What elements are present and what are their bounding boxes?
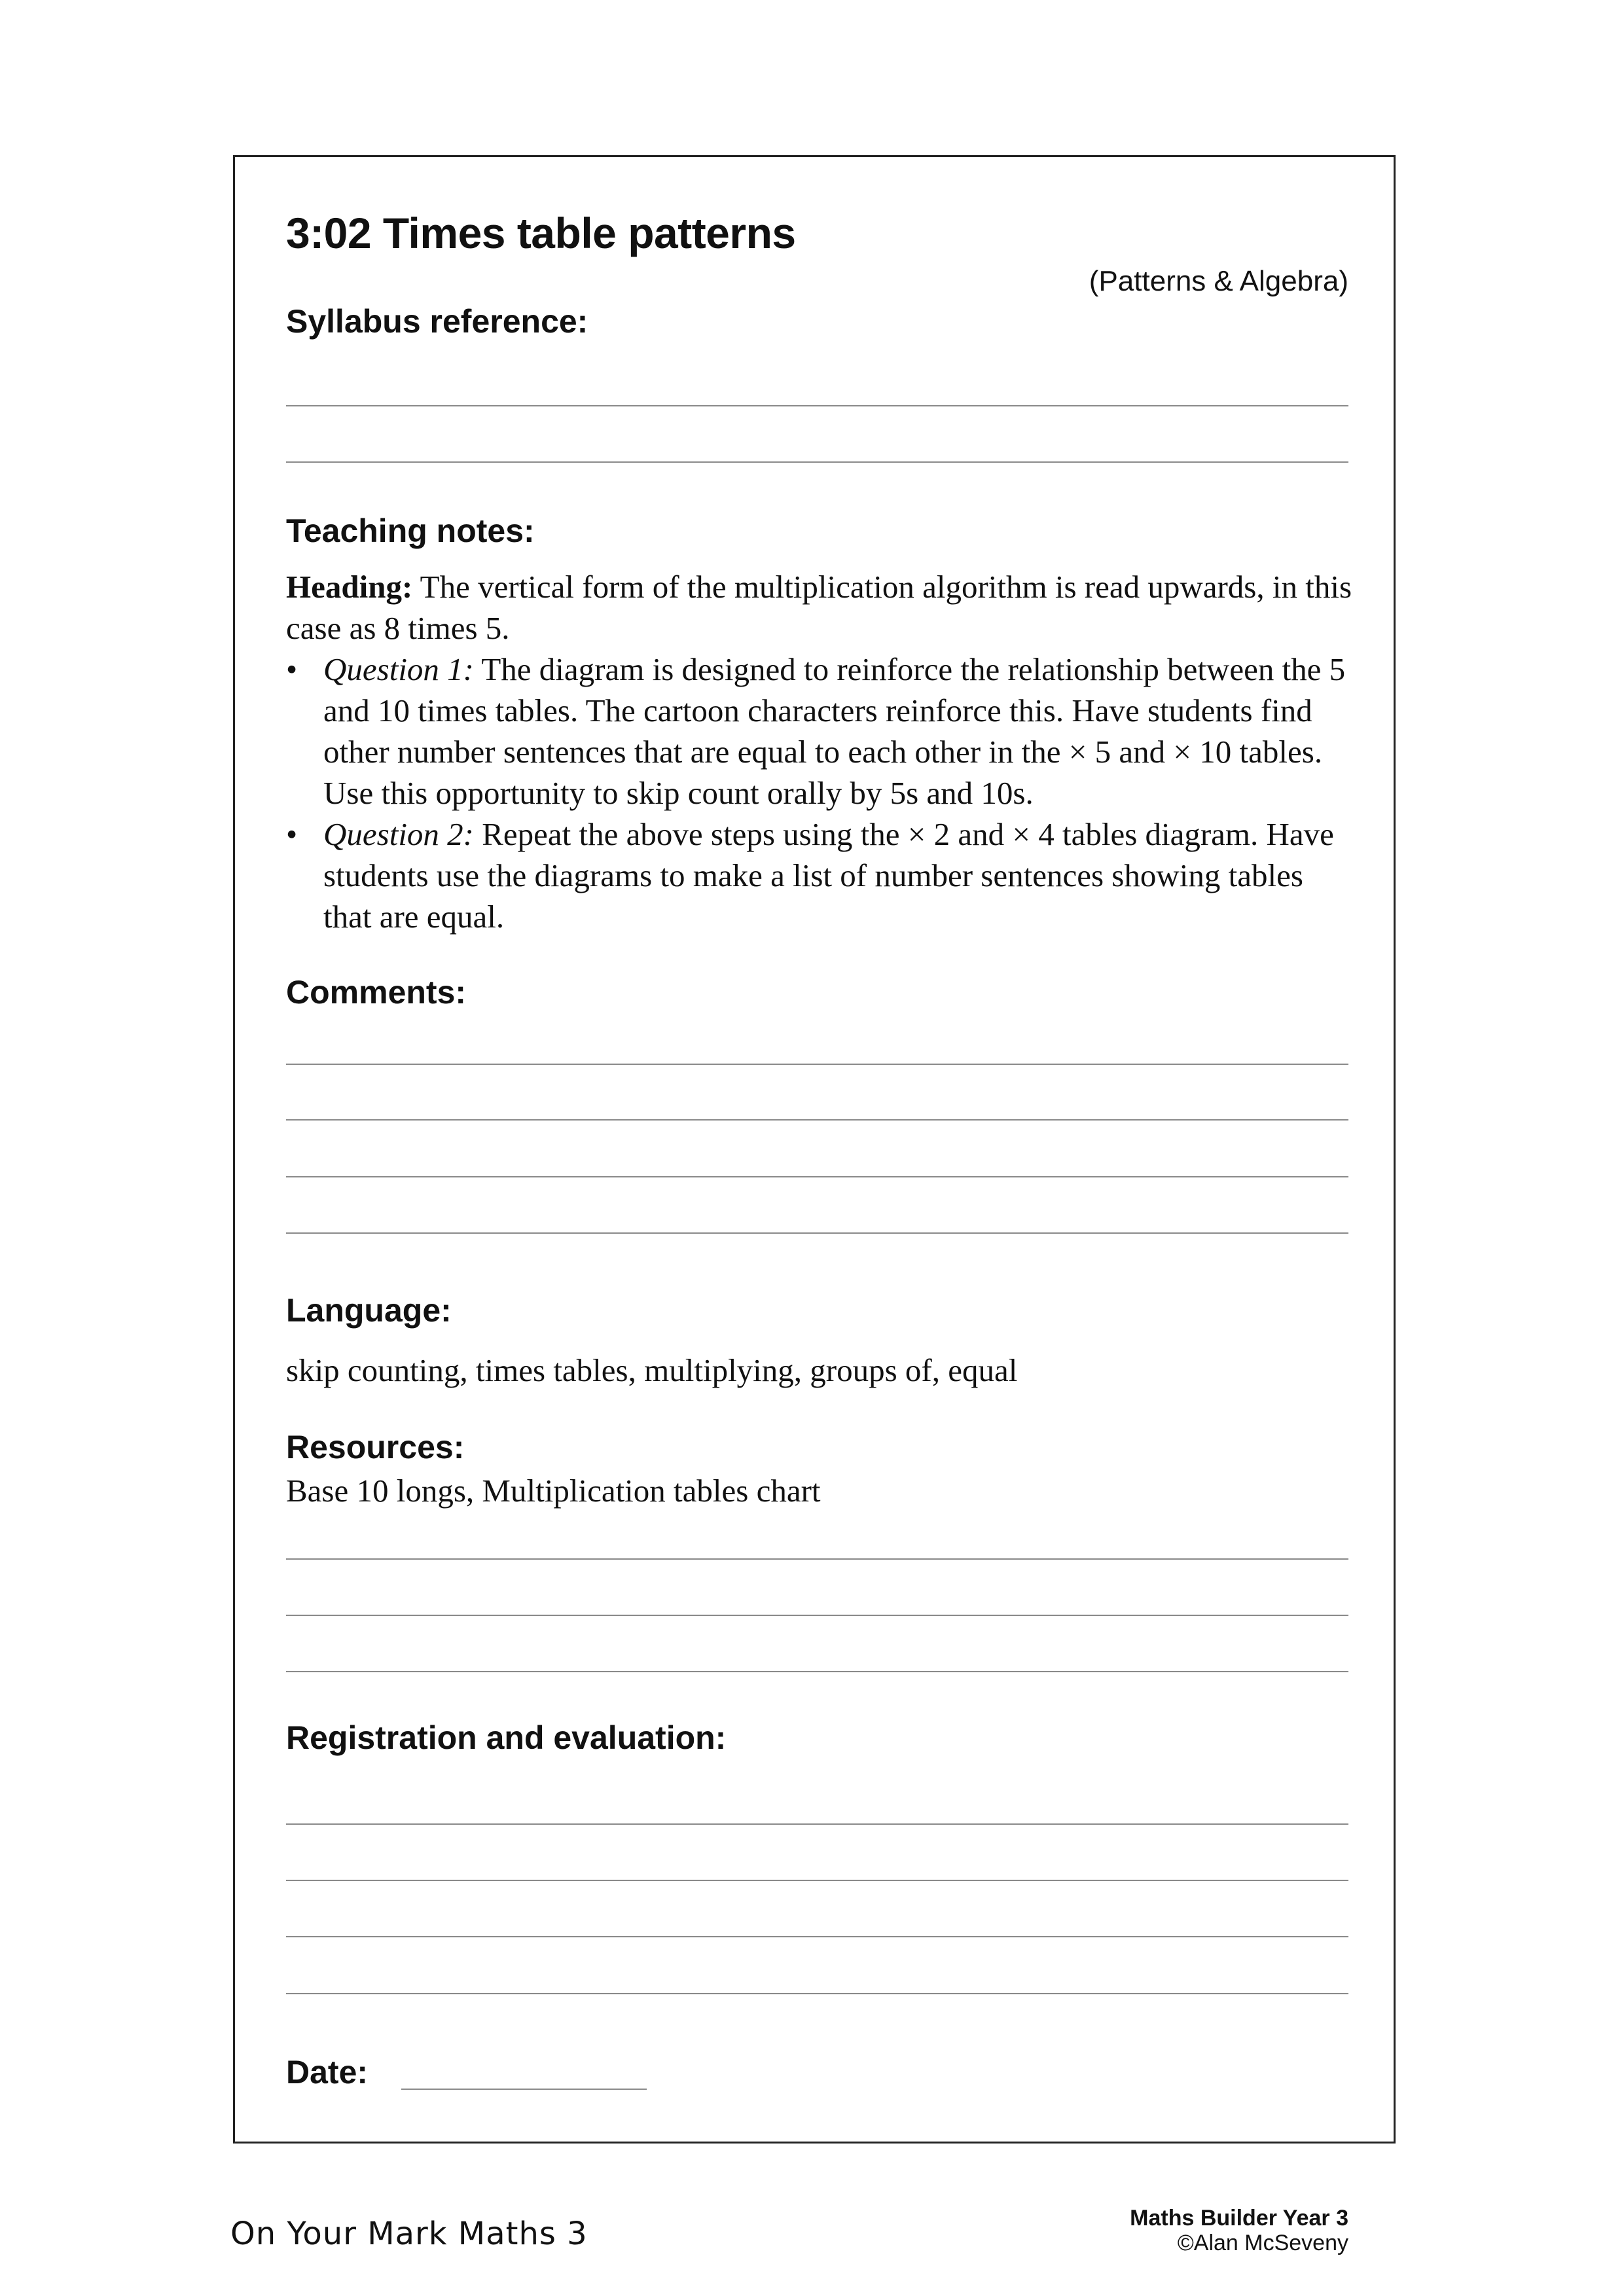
date-label: Date: bbox=[286, 2054, 369, 2090]
comments-line-1 bbox=[286, 1064, 1348, 1065]
registration-line-2 bbox=[286, 1880, 1348, 1881]
resources-heading: Resources: bbox=[286, 1429, 465, 1465]
comments-line-3 bbox=[286, 1176, 1348, 1177]
language-text: skip counting, times tables, multiplying, groups of, equal bbox=[286, 1352, 1018, 1388]
worksheet-frame bbox=[233, 155, 1396, 2144]
registration-line-4 bbox=[286, 1993, 1348, 1994]
resources-line-3 bbox=[286, 1671, 1348, 1672]
heading-note bbox=[286, 566, 1353, 649]
resources-line-2 bbox=[286, 1615, 1348, 1616]
comments-line-2 bbox=[286, 1119, 1348, 1121]
teaching-notes-body bbox=[286, 566, 1353, 937]
date-field-line bbox=[401, 2089, 647, 2090]
teaching-notes-heading: Teaching notes: bbox=[286, 512, 535, 549]
heading-note-label: Heading: bbox=[286, 569, 413, 605]
comments-heading: Comments: bbox=[286, 974, 467, 1011]
registration-heading: Registration and evaluation: bbox=[286, 1719, 727, 1756]
strand-label: (Patterns & Algebra) bbox=[1089, 265, 1348, 297]
heading-note-text: The vertical form of the multiplication algorithm is read upwards, in this case as 8 times 5. bbox=[286, 569, 1352, 646]
resources-line-1 bbox=[286, 1558, 1348, 1560]
question-2-label: Question 2: bbox=[323, 816, 474, 852]
syllabus-heading: Syllabus reference: bbox=[286, 303, 588, 340]
comments-line-4 bbox=[286, 1232, 1348, 1234]
bullet-icon: • bbox=[286, 651, 298, 687]
syllabus-line-2 bbox=[286, 461, 1348, 463]
question-1-note bbox=[286, 649, 1353, 814]
registration-line-3 bbox=[286, 1936, 1348, 1937]
resources-text: Base 10 longs, Multiplication tables chart bbox=[286, 1473, 821, 1509]
question-2-text: Repeat the above steps using the × 2 and × 4 tables diagram. Have students use the diagrams to make a list of number sentences showing tables that are equal. bbox=[323, 816, 1334, 935]
bullet-icon: • bbox=[286, 816, 298, 852]
syllabus-line-1 bbox=[286, 405, 1348, 406]
language-heading: Language: bbox=[286, 1292, 452, 1329]
footer-book-title: Maths Builder Year 3 bbox=[1130, 2206, 1348, 2231]
question-1-text: The diagram is designed to reinforce the relationship between the 5 and 10 times tables. The cartoon characters reinforce this. Have students find other number sentences that are equal to each other in the × 5 and × 10 tables. Use this opportunity to skip count orally by 5s and 10s. bbox=[323, 651, 1346, 811]
question-2-note bbox=[286, 814, 1353, 937]
footer-series-title: On Your Mark Maths 3 bbox=[230, 2215, 588, 2252]
question-1-label: Question 1: bbox=[323, 651, 474, 687]
page-title: 3:02 Times table patterns bbox=[286, 209, 796, 257]
footer-copyright: ©Alan McSeveny bbox=[1177, 2231, 1348, 2255]
registration-line-1 bbox=[286, 1823, 1348, 1825]
